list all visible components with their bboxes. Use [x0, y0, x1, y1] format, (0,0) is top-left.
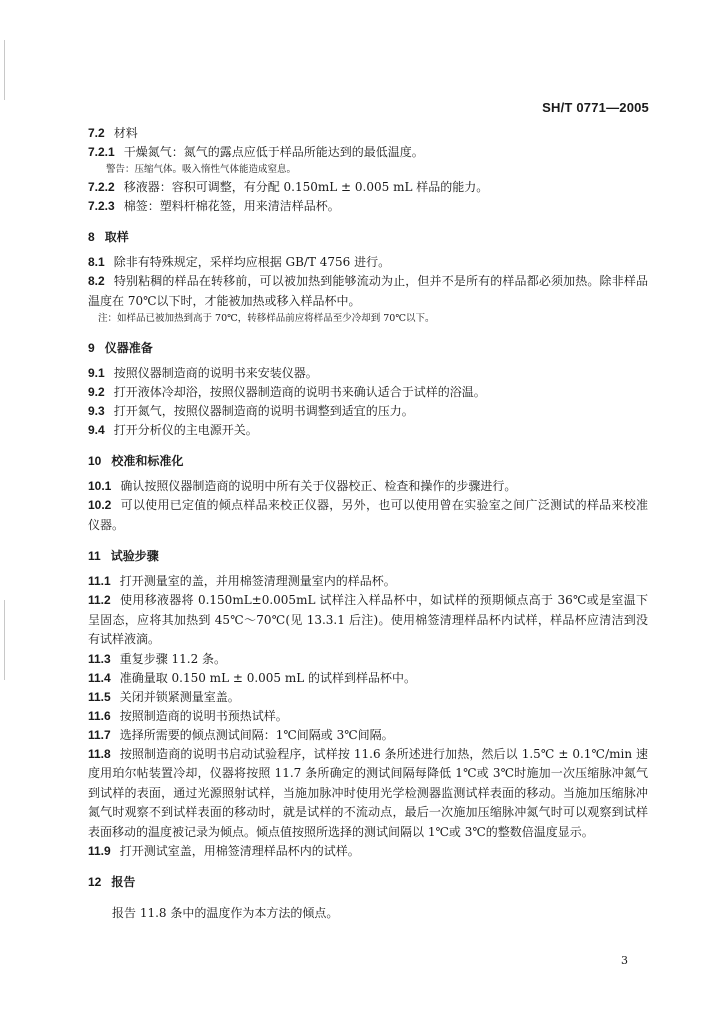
clause: 11.3 重复步骤 11.2 条。 [88, 651, 227, 666]
section-number: 7.2 [88, 126, 105, 140]
report-text: 报告 11.8 条中的温度作为本方法的倾点。 [112, 906, 339, 920]
clause: 9.1 按照仪器制造商的说明书来安装仪器。 [88, 366, 318, 380]
clause: 11.6 按照制造商的说明书预热试样。 [88, 708, 288, 723]
clause: 7.2.2 移液器：容积可调整，有分配 0.150mL ± 0.005 mL 样品的能力。 [88, 180, 489, 194]
clause: 9.4 打开分析仪的主电源开关。 [88, 423, 258, 437]
clause: 11.5 关闭并锁紧测量室盖。 [88, 689, 240, 704]
clause: 7.2.1 干燥氮气：氮气的露点应低于样品所能达到的最低温度。 [88, 145, 424, 159]
clause: 11.9 打开测试室盖，用棉签清理样品杯内的试样。 [88, 844, 360, 858]
chapter-heading: 11 试验步骤 [88, 549, 159, 563]
clause: 10.1 确认按照仪器制造商的说明中所有关于仪器校正、检查和操作的步骤进行。 [88, 479, 517, 493]
chapter-heading: 12 报告 [88, 875, 136, 889]
chapter-heading: 9 仪器准备 [88, 341, 153, 355]
section-title: 7.2 材料 [88, 126, 138, 140]
clause: 10.2 可以使用已定值的倾点样品来校正仪器，另外，也可以使用曾在实验室之间广泛测试的样品来校准仪器。 [88, 498, 648, 532]
clause: 9.2 打开液体冷却浴，按照仪器制造商的说明书来确认适合于试样的浴温。 [88, 385, 486, 399]
chapter-heading: 8 取样 [88, 230, 129, 244]
chapter-heading: 10 校准和标准化 [88, 454, 184, 468]
clause: 8.1 除非有特殊规定，采样均应根据 GB/T 4756 进行。 [88, 255, 391, 269]
clause: 8.2 特别粘稠的样品在转移前，可以被加热到能够流动为止，但并不是所有的样品都必须加热。除非样品温度在 70℃以下时，才能被加热或移入样品杯中。 [88, 274, 648, 308]
document-body [88, 124, 648, 923]
standard-code: SH/T 0771—2005 [542, 100, 649, 115]
scan-edge-mark [4, 600, 5, 680]
clause: 7.2.3 棉签：塑料杆棉花签，用来清洁样品杯。 [88, 199, 340, 213]
warning-note: 警告：压缩气体。吸入惰性气体能造成窒息。 [106, 164, 297, 175]
clause: 11.4 准确量取 0.150 mL ± 0.005 mL 的试样到样品杯中。 [88, 670, 417, 685]
clause: 9.3 打开氮气，按照仪器制造商的说明书调整到适宜的压力。 [88, 404, 414, 418]
scan-edge-mark [4, 40, 5, 100]
clause: 11.8 按照制造商的说明书启动试验程序，试样按 11.6 条所述进行加热，然后以 1.5℃ ± 0.1℃/min 速度用珀尔帖装置冷却，仪器将按照 11.7 条所确定的测试间隔每降低 1℃或 3℃时施加一次压缩脉冲氮气到试样的表面，通过光源照射试样，当施加脉冲时使用光学检测器监测试样表面的移动。当施加压缩脉冲氮气时观察不到试样表面的移动时，就是试样的不流动点，最后一次施加压缩脉冲氮气时可以观察到试样表面移动的温度被记录为倾点。倾点值按照所选择的测试间隔以 1℃或 3℃的整数倍温度显示。 [88, 746, 648, 839]
clause: 11.1 打开测量室的盖，并用棉签清理测量室内的样品杯。 [88, 574, 396, 588]
note: 注：如样品已被加热到高于 70℃，转移样品前应将样品至少冷却到 70℃以下。 [98, 313, 435, 324]
clause: 11.7 选择所需要的倾点测试间隔：1℃间隔或 3℃间隔。 [88, 727, 394, 742]
clause: 11.2 使用移液器将 0.150mL±0.005mL 试样注入样品杯中，如试样的预期倾点高于 36℃或是室温下呈固态，应将其加热到 45℃～70℃(见 13.3.1 后注)。使用棉签清理样品杯内试样，样品杯应清洁到没有试样液滴。 [88, 593, 648, 646]
page-number: 3 [621, 954, 628, 967]
